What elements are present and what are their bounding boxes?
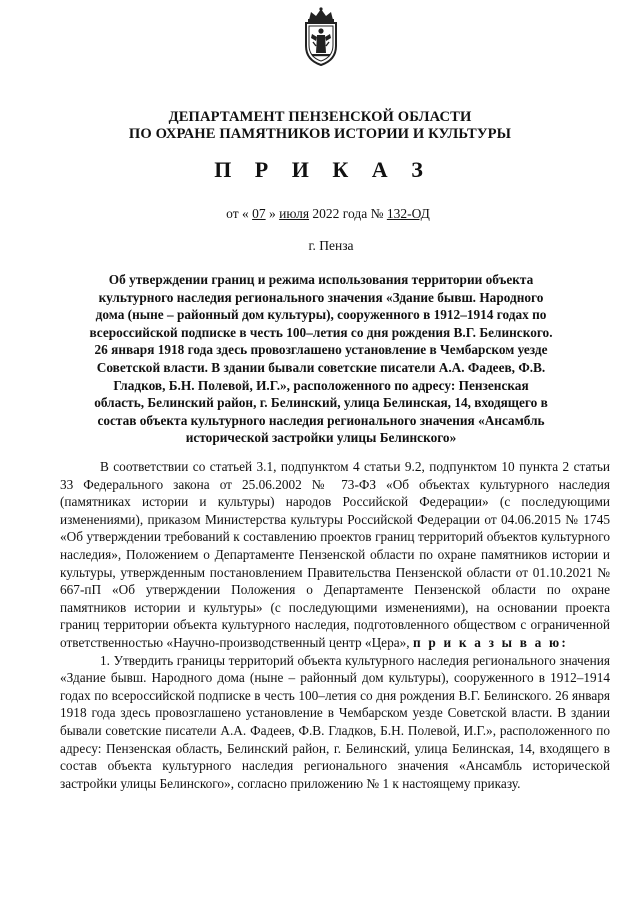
city: г. Пенза xyxy=(308,238,354,253)
department-title-line-2: ПО ОХРАНЕ ПАМЯТНИКОВ ИСТОРИИ И КУЛЬТУРЫ xyxy=(128,126,512,142)
coat-of-arms-icon xyxy=(296,6,346,68)
order-date-line xyxy=(0,206,640,222)
order-number: 132-ОД xyxy=(386,206,430,221)
date-day: 07 xyxy=(252,206,266,221)
date-mid: » xyxy=(268,206,276,221)
body-paragraph-2: 1. Утвердить границы территорий объекта культурного наследия регионального значения «Здание бывш. Народного дома (ныне – районный дом культуры), сооруженного в 1912–1914 годах по всероссийской подписке в честь 100–летия со дня рождения В.Г. Белинского. 26 января 1918 года здесь провозглашено установление в Чембарском уезде Советской власти. В здании бывали советские писатели А.А. Фадеев, Ф.В. Гладков, Б.Н. Полевой, И.Г.», расположенного по адресу: Пензенская область, Белинский район, г. Белинский, улица Белинская, 14, входящего в состав объекта культурного наследия регионального значения «Ансамбль исторической застройки улицы Белинского», согласно приложению № 1 к настоящему приказу. xyxy=(60,652,610,791)
preamble-text: В соответствии со статьей 3.1, подпунктом 4 статьи 9.2, подпунктом 10 пункта 2 статьи 33 Федерального закона от 25.06.2002 № 73-ФЗ «Об объектах культурного наследия (памятниках истории и культуры) народов Российской Федерации» (с последующими изменениями), приказом Министерства культуры Российской Федерации от 04.06.2015 № 1745 «Об утверждении требований к составлению проектов границ территорий объектов культурного наследия», Положением о Департаменте Пензенской области по охране памятников истории и культуры, утвержденным постановлением Правительства Пензенской области от 01.10.2021 № 667-пП «Об утверждении Положения о Департаменте Пензенской области по охране памятников истории и культуры» (с последующими изменениями), на основании проекта границ территории объекта культурного наследия, подготовленного обществом с ограниченной ответственностью «Научно-производственный центр «Цера», xyxy=(60,459,610,650)
document-title: П Р И К А З xyxy=(214,157,432,182)
department-title-line-1: ДЕПАРТАМЕНТ ПЕНЗЕНСКОЙ ОБЛАСТИ xyxy=(168,109,472,125)
date-month: июля xyxy=(279,206,310,221)
order-body xyxy=(60,458,610,792)
date-prefix: от « xyxy=(226,206,249,221)
order-subject: Об утверждении границ и режима использования территории объекта культурного наследия регионального значения «Здание бывш. Народного дома (ныне – районный дом культуры), сооруженного в 1912–1914 годах по всероссийской подписке в честь 100–летия со дня рождения В.Г. Белинского. 26 января 1918 года здесь провозглашено установление в Чембарском уезде Советской власти. В здании бывали советские писатели А.А. Фадеев, Ф.В. Гладков, Б.Н. Полевой, И.Г.», расположенного по адресу: Пензенская область, Белинский район, г. Белинский, улица Белинская, 14, входящего в состав объекта культурного наследия регионального значения «Ансамбль исторической застройки улицы Белинского» xyxy=(89,272,553,446)
date-year: 2022 года № xyxy=(312,206,384,221)
order-verb: п р и к а з ы в а ю: xyxy=(412,634,569,650)
body-paragraph-1 xyxy=(60,458,610,652)
